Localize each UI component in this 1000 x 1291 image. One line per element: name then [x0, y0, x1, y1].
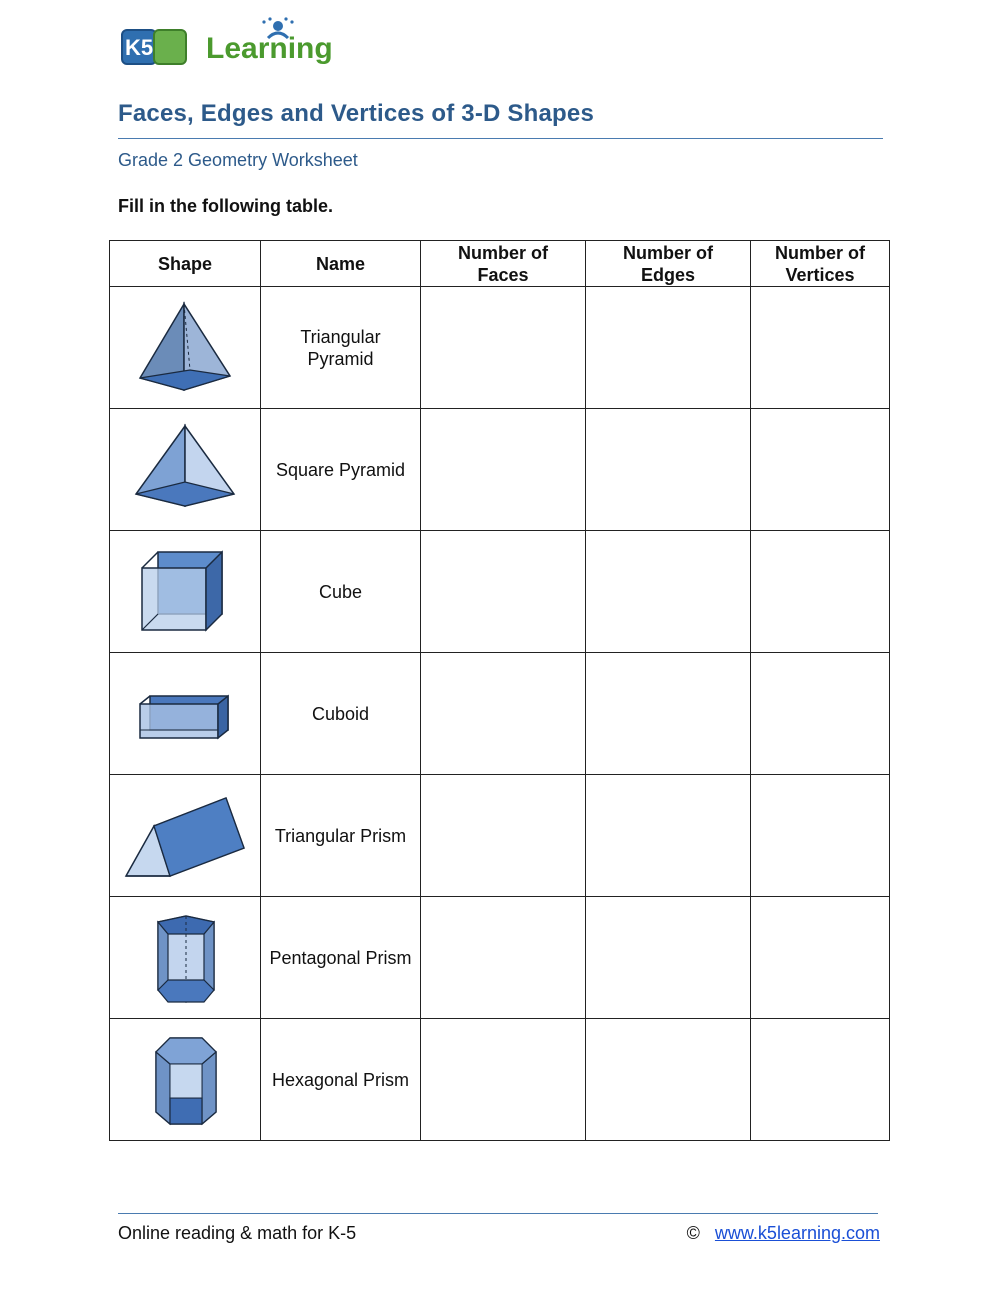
instruction: Fill in the following table.: [118, 196, 333, 216]
cube-icon: [130, 542, 240, 642]
shape-cell: [110, 1019, 261, 1141]
header-shape: Shape: [110, 241, 261, 287]
shapes-table: [109, 240, 890, 1141]
edges-answer-cell[interactable]: [586, 775, 751, 897]
table-row: [110, 409, 890, 531]
name-cell: Cuboid: [261, 653, 421, 775]
subtitle: Grade 2 Geometry Worksheet: [118, 150, 358, 170]
header-name: Name: [261, 241, 421, 287]
vertices-answer-cell[interactable]: [751, 1019, 890, 1141]
table-row: [110, 897, 890, 1019]
triangular-prism-icon: [122, 786, 248, 886]
table-row: [110, 531, 890, 653]
edges-answer-cell[interactable]: [586, 409, 751, 531]
faces-answer-cell[interactable]: [421, 1019, 586, 1141]
header-edges: Number of Edges: [586, 241, 751, 287]
vertices-answer-cell[interactable]: [751, 897, 890, 1019]
square-pyramid-icon: [130, 420, 240, 520]
vertices-answer-cell[interactable]: [751, 653, 890, 775]
table-row: [110, 775, 890, 897]
copyright-symbol: ©: [686, 1223, 700, 1243]
shape-cell: [110, 897, 261, 1019]
website-link[interactable]: www.k5learning.com: [714, 1223, 880, 1243]
title-divider: [118, 138, 883, 139]
vertices-answer-cell[interactable]: [751, 775, 890, 897]
footer-credit: [687, 1223, 880, 1244]
triangular-pyramid-icon: [130, 298, 240, 398]
table-row: [110, 653, 890, 775]
header-faces: Number of Faces: [421, 241, 586, 287]
vertices-answer-cell[interactable]: [751, 409, 890, 531]
faces-answer-cell[interactable]: [421, 653, 586, 775]
vertices-answer-cell[interactable]: [751, 287, 890, 409]
table-row: [110, 287, 890, 409]
pentagonal-prism-icon: [130, 908, 240, 1008]
edges-answer-cell[interactable]: [586, 287, 751, 409]
edges-answer-cell[interactable]: [586, 531, 751, 653]
footer-divider: [118, 1213, 878, 1214]
header-vertices: Number of Vertices: [751, 241, 890, 287]
name-cell: Triangular Prism: [261, 775, 421, 897]
faces-answer-cell[interactable]: [421, 775, 586, 897]
svg-text:Learning: Learning: [206, 32, 333, 65]
footer-tagline: Online reading & math for K-5: [118, 1223, 357, 1243]
name-cell: Triangular Pyramid: [261, 287, 421, 409]
shape-cell: [110, 409, 261, 531]
faces-answer-cell[interactable]: [421, 897, 586, 1019]
edges-answer-cell[interactable]: [586, 653, 751, 775]
shape-cell: [110, 775, 261, 897]
shape-cell: [110, 287, 261, 409]
name-cell: Hexagonal Prism: [261, 1019, 421, 1141]
faces-answer-cell[interactable]: [421, 409, 586, 531]
k5-learning-logo: [118, 16, 333, 76]
shape-cell: [110, 531, 261, 653]
page-title: Faces, Edges and Vertices of 3-D Shapes: [118, 100, 594, 127]
hexagonal-prism-icon: [130, 1030, 240, 1130]
vertices-answer-cell[interactable]: [751, 531, 890, 653]
cuboid-icon: [130, 664, 240, 764]
edges-answer-cell[interactable]: [586, 1019, 751, 1141]
name-cell: Cube: [261, 531, 421, 653]
edges-answer-cell[interactable]: [586, 897, 751, 1019]
table-row: [110, 1019, 890, 1141]
faces-answer-cell[interactable]: [421, 531, 586, 653]
shape-cell: [110, 653, 261, 775]
faces-answer-cell[interactable]: [421, 287, 586, 409]
name-cell: Pentagonal Prism: [261, 897, 421, 1019]
name-cell: Square Pyramid: [261, 409, 421, 531]
svg-text:K5: K5: [124, 35, 154, 60]
table-header-row: [110, 241, 890, 287]
